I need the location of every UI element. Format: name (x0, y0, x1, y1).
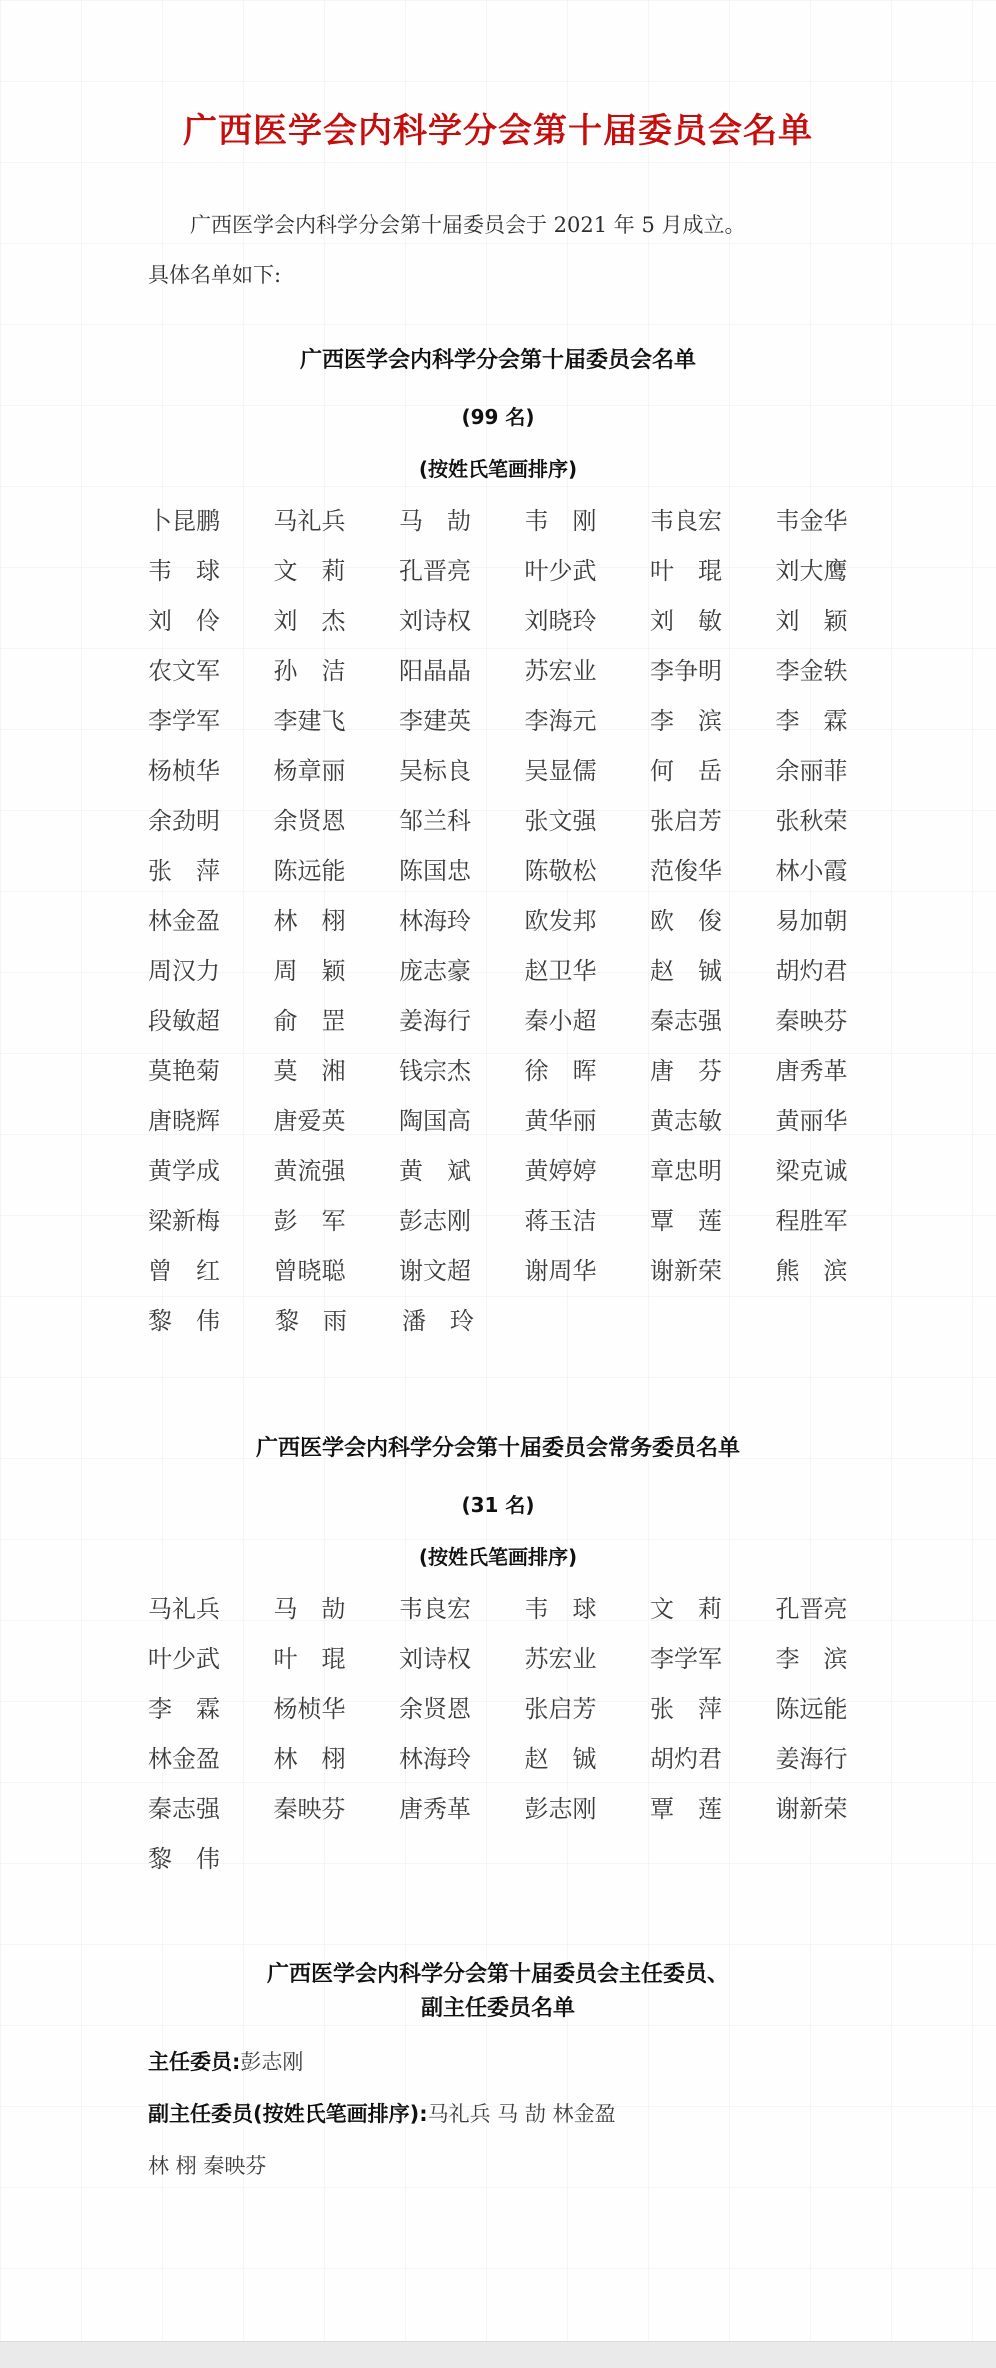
sort-note: (按姓氏笔画排序) (418, 457, 578, 481)
section-standing-committee (148, 1432, 848, 1884)
member-name: 张 萍 (650, 1695, 722, 1723)
member-name: 余贤恩 (399, 1695, 471, 1723)
member-name: 李 滨 (775, 1645, 848, 1673)
member-name: 张启芳 (650, 807, 722, 835)
member-name: 李建英 (399, 707, 471, 735)
member-name: 张文强 (524, 807, 597, 835)
sort-note: (按姓氏笔画排序) (418, 1545, 578, 1569)
member-name: 周 颖 (273, 957, 346, 985)
vice-chair-label: 副主任委员(按姓氏笔画排序): (148, 2102, 428, 2126)
member-name: 刘 敏 (650, 607, 722, 635)
member-name: 易加朝 (775, 907, 848, 935)
member-name: 段敏超 (148, 1007, 220, 1035)
section-leaders (148, 1958, 848, 2192)
member-name: 章忠明 (650, 1157, 722, 1185)
member-name: 李学军 (650, 1645, 722, 1673)
member-name: 谢周华 (524, 1257, 597, 1285)
member-name: 李 霖 (148, 1695, 220, 1723)
member-name: 李争明 (650, 657, 722, 685)
member-name: 黄婷婷 (524, 1157, 597, 1185)
vice-chair-line (148, 2088, 848, 2140)
member-name: 刘诗权 (399, 1645, 471, 1673)
member-name: 潘 玲 (402, 1307, 474, 1335)
member-name: 刘大鹰 (775, 557, 848, 585)
member-name: 秦志强 (650, 1007, 722, 1035)
member-name: 唐秀革 (775, 1057, 848, 1085)
member-name: 陈远能 (273, 857, 346, 885)
member-name: 韦 球 (148, 557, 220, 585)
member-name: 黄华丽 (524, 1107, 597, 1135)
member-name: 林小霞 (775, 857, 848, 885)
vice-chair-names: 林 栩 秦映芬 (148, 2154, 267, 2178)
member-name: 唐晓辉 (148, 1107, 220, 1135)
member-row (148, 896, 848, 946)
member-name: 林 栩 (273, 1745, 346, 1773)
member-name: 黎 伟 (148, 1845, 220, 1873)
member-name: 马礼兵 (148, 1595, 220, 1623)
member-name: 卜昆鹏 (148, 507, 220, 535)
member-name: 梁克诚 (775, 1157, 848, 1185)
member-row (148, 1734, 848, 1784)
member-count: (99 名) (461, 405, 535, 429)
member-row (148, 746, 848, 796)
member-row (148, 1684, 848, 1734)
member-name: 杨桢华 (273, 1695, 346, 1723)
member-name: 林金盈 (148, 907, 220, 935)
vice-chair-names: 马礼兵 马 劼 林金盈 (427, 2102, 616, 2126)
member-name: 蒋玉洁 (524, 1207, 597, 1235)
member-name: 覃 莲 (650, 1207, 722, 1235)
member-name: 叶 琨 (273, 1645, 346, 1673)
member-name: 李建飞 (273, 707, 346, 735)
member-name: 秦志强 (148, 1795, 220, 1823)
member-name: 范俊华 (650, 857, 722, 885)
chair-name: 彭志刚 (240, 2050, 304, 2074)
member-name: 赵 铖 (524, 1745, 597, 1773)
member-name: 余劲明 (148, 807, 220, 835)
member-name: 文 莉 (273, 557, 346, 585)
section-heading: 广西医学会内科学分会第十届委员会常务委员名单 (255, 1436, 740, 1461)
member-name: 陈远能 (775, 1695, 848, 1723)
member-name: 韦良宏 (399, 1595, 471, 1623)
member-name: 张 萍 (148, 857, 220, 885)
member-name: 何 岳 (650, 757, 722, 785)
member-name: 彭志刚 (524, 1795, 597, 1823)
member-name: 谢新荣 (775, 1795, 848, 1823)
member-name: 姜海行 (399, 1007, 471, 1035)
member-name: 曾晓聪 (273, 1257, 346, 1285)
member-name: 刘诗权 (399, 607, 471, 635)
member-row (148, 596, 848, 646)
member-name: 杨桢华 (148, 757, 220, 785)
intro-line-2: 具体名单如下: (148, 263, 282, 287)
member-row (148, 1146, 848, 1196)
member-name: 周汉力 (148, 957, 220, 985)
leaders-heading-line-2: 副主任委员名单 (420, 1996, 575, 2021)
member-row (148, 1196, 848, 1246)
member-name: 黄流强 (273, 1157, 346, 1185)
member-row (148, 796, 848, 846)
member-row (148, 1046, 848, 1096)
member-name: 覃 莲 (650, 1795, 722, 1823)
member-name: 张启芳 (524, 1695, 597, 1723)
member-name: 欧 俊 (650, 907, 722, 935)
member-name: 赵 铖 (650, 957, 722, 985)
page-bottom-bar (0, 2341, 996, 2368)
member-name: 谢文超 (399, 1257, 471, 1285)
member-name: 叶少武 (524, 557, 597, 585)
member-name: 黄志敏 (650, 1107, 722, 1135)
member-row (148, 1784, 848, 1834)
member-name: 莫 湘 (273, 1057, 346, 1085)
member-row (148, 696, 848, 746)
member-name: 林海玲 (399, 907, 471, 935)
member-name: 欧发邦 (524, 907, 597, 935)
member-name: 韦金华 (775, 507, 848, 535)
intro-line-1: 广西医学会内科学分会第十届委员会于 2021 年 5 月成立。 (190, 213, 746, 237)
member-name: 陶国高 (399, 1107, 471, 1135)
member-name: 马 劼 (273, 1595, 346, 1623)
member-name: 刘 颖 (775, 607, 848, 635)
member-name: 苏宏业 (524, 1645, 597, 1673)
section-heading: 广西医学会内科学分会第十届委员会名单 (299, 348, 696, 373)
member-name: 唐爱英 (273, 1107, 346, 1135)
member-name: 黎 雨 (275, 1307, 347, 1335)
member-row (148, 1634, 848, 1684)
document-content (0, 104, 996, 2192)
member-name: 姜海行 (775, 1745, 848, 1773)
member-name: 谢新荣 (650, 1257, 722, 1285)
member-name: 吴标良 (399, 757, 471, 785)
member-name: 李学军 (148, 707, 220, 735)
member-count: (31 名) (461, 1493, 535, 1517)
member-name: 徐 晖 (524, 1057, 597, 1085)
member-row (148, 1296, 848, 1346)
member-name: 黄丽华 (775, 1107, 848, 1135)
member-row (148, 1834, 848, 1884)
vice-chair-line-2 (148, 2140, 848, 2192)
member-name: 陈敬松 (524, 857, 597, 885)
chair-label: 主任委员: (148, 2050, 241, 2074)
member-name: 林 栩 (273, 907, 346, 935)
member-name: 叶少武 (148, 1645, 220, 1673)
member-name: 黄学成 (148, 1157, 220, 1185)
member-name: 余贤恩 (273, 807, 346, 835)
member-name: 马礼兵 (273, 507, 346, 535)
page-title: 广西医学会内科学分会第十届委员会名单 (183, 111, 813, 151)
member-name: 韦 球 (524, 1595, 597, 1623)
member-name: 刘晓玲 (524, 607, 597, 635)
member-name: 梁新梅 (148, 1207, 220, 1235)
member-name: 程胜军 (775, 1207, 848, 1235)
member-name: 林海玲 (399, 1745, 471, 1773)
member-name: 莫艳菊 (148, 1057, 220, 1085)
member-name: 庞志豪 (399, 957, 471, 985)
member-name: 李海元 (524, 707, 597, 735)
leaders-heading-line-1: 广西医学会内科学分会第十届委员会主任委员、 (266, 1962, 729, 1987)
member-row (148, 846, 848, 896)
member-row (148, 646, 848, 696)
member-name: 叶 琨 (650, 557, 722, 585)
member-name: 韦 刚 (524, 507, 597, 535)
member-name: 熊 滨 (775, 1257, 848, 1285)
member-name: 秦小超 (524, 1007, 597, 1035)
member-name: 彭志刚 (399, 1207, 471, 1235)
member-name: 唐秀革 (399, 1795, 471, 1823)
member-name: 俞 罡 (273, 1007, 346, 1035)
member-name: 唐 芬 (650, 1057, 722, 1085)
member-row (148, 1584, 848, 1634)
chair-line (148, 2036, 848, 2088)
member-row (148, 996, 848, 1046)
member-name: 余丽菲 (775, 757, 848, 785)
member-name: 农文军 (148, 657, 220, 685)
member-row (148, 496, 848, 546)
member-name: 邹兰科 (399, 807, 471, 835)
intro-paragraph (148, 200, 848, 300)
member-name: 黄 斌 (399, 1157, 471, 1185)
member-name: 李 霖 (775, 707, 848, 735)
leaders-block (148, 2036, 848, 2192)
member-name: 杨章丽 (273, 757, 346, 785)
member-name: 文 莉 (650, 1595, 722, 1623)
member-name: 秦映芬 (273, 1795, 346, 1823)
member-name: 胡灼君 (775, 957, 848, 985)
member-name: 孔晋亮 (775, 1595, 848, 1623)
member-name: 韦良宏 (650, 507, 722, 535)
member-name: 林金盈 (148, 1745, 220, 1773)
member-name: 李 滨 (650, 707, 722, 735)
member-name: 彭 军 (273, 1207, 346, 1235)
member-name: 苏宏业 (524, 657, 597, 685)
members-grid (148, 496, 848, 1346)
member-name: 孔晋亮 (399, 557, 471, 585)
members-grid (148, 1584, 848, 1884)
member-name: 赵卫华 (524, 957, 597, 985)
section-full-committee (148, 344, 848, 1346)
member-name: 吴显儒 (524, 757, 597, 785)
member-name: 刘 杰 (273, 607, 346, 635)
member-row (148, 546, 848, 596)
member-name: 李金轶 (775, 657, 848, 685)
member-name: 马 劼 (399, 507, 471, 535)
member-name: 张秋荣 (775, 807, 848, 835)
member-name: 孙 洁 (273, 657, 346, 685)
member-row (148, 1246, 848, 1296)
member-row (148, 1096, 848, 1146)
member-name: 曾 红 (148, 1257, 220, 1285)
member-name: 钱宗杰 (399, 1057, 471, 1085)
member-name: 陈国忠 (399, 857, 471, 885)
member-row (148, 946, 848, 996)
member-name: 刘 伶 (148, 607, 220, 635)
member-name: 胡灼君 (650, 1745, 722, 1773)
member-name: 阳晶晶 (399, 657, 471, 685)
member-name: 秦映芬 (775, 1007, 848, 1035)
member-name: 黎 伟 (148, 1307, 220, 1335)
